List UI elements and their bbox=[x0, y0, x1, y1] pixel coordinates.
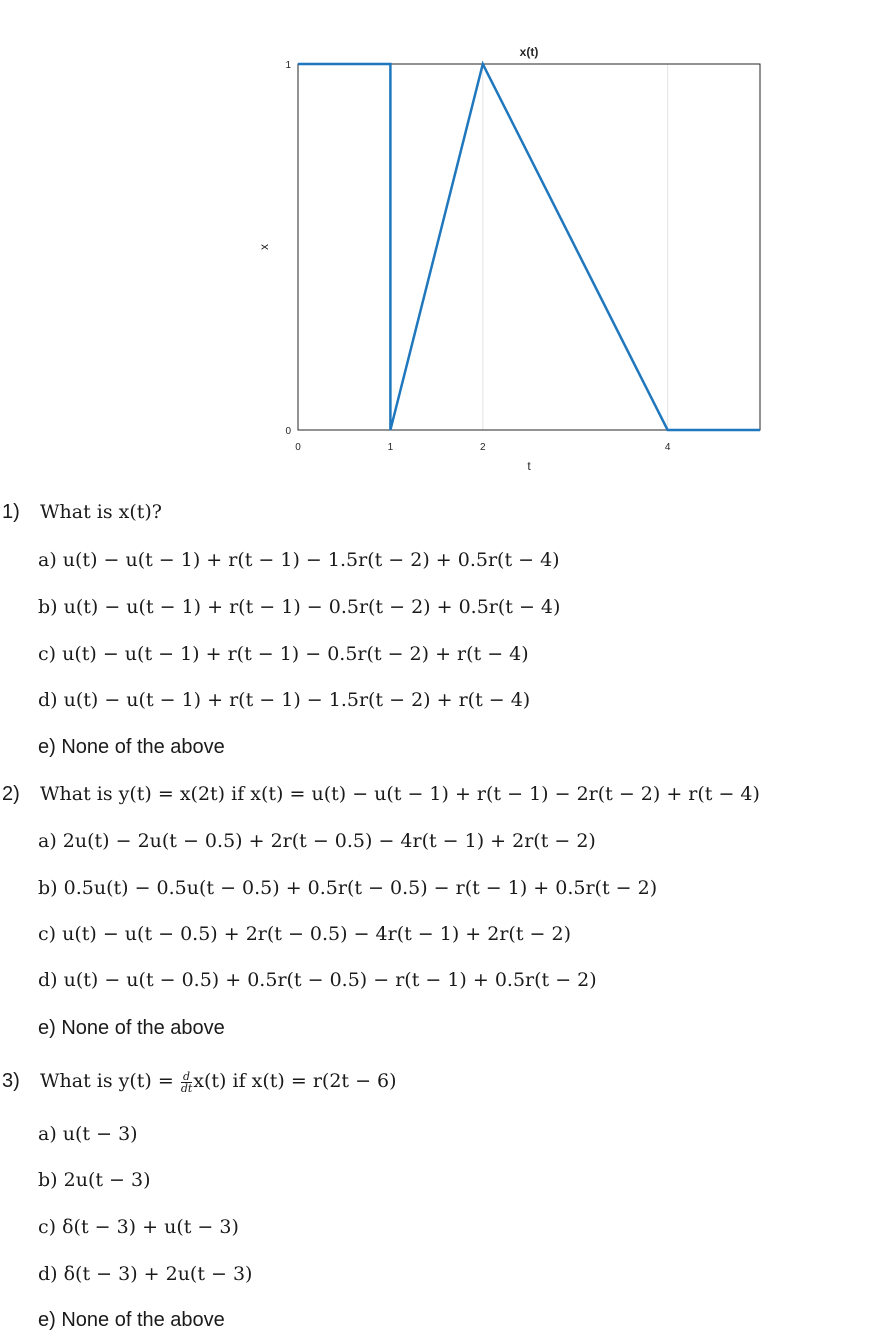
question-text: What is y(t) = x(2t) if x(t) = u(t) − u(t − 1) + r(t − 1) − 2r(t − 2) + r(t − 4) bbox=[40, 783, 760, 805]
option-1a[interactable]: a) u(t) − u(t − 1) + r(t − 1) − 1.5r(t − 2) + 0.5r(t − 4) bbox=[38, 549, 560, 571]
plot-frame bbox=[298, 64, 760, 430]
option-3a[interactable]: a) u(t − 3) bbox=[38, 1123, 138, 1145]
option-3d[interactable]: d) δ(t − 3) + 2u(t − 3) bbox=[38, 1263, 253, 1285]
x-tick-label: 2 bbox=[480, 442, 486, 453]
option-2e[interactable]: e) None of the above bbox=[38, 1017, 225, 1039]
question-number: 1) bbox=[2, 501, 20, 523]
question-text-start: What is y(t) = bbox=[40, 1070, 180, 1092]
signal-plot bbox=[0, 0, 876, 490]
grid-lines bbox=[390, 64, 667, 430]
x-tick-label: 1 bbox=[387, 442, 394, 453]
question-text: What is x(t)? bbox=[40, 501, 162, 523]
x-tick-label: 0 bbox=[295, 442, 301, 453]
question-number: 3) bbox=[2, 1070, 20, 1092]
option-2a[interactable]: a) 2u(t) − 2u(t − 0.5) + 2r(t − 0.5) − 4r(t − 1) + 2r(t − 2) bbox=[38, 830, 596, 852]
y-tick-label: 1 bbox=[285, 60, 291, 71]
tick-labels bbox=[285, 60, 670, 453]
series-line bbox=[298, 64, 760, 430]
question-number: 2) bbox=[2, 783, 20, 805]
chart-title: x(t) bbox=[519, 45, 539, 59]
y-axis-label: x bbox=[257, 244, 271, 250]
option-2b[interactable]: b) 0.5u(t) − 0.5u(t − 0.5) + 0.5r(t − 0.5) − r(t − 1) + 0.5r(t − 2) bbox=[38, 877, 658, 899]
fraction-denominator: dt bbox=[180, 1081, 193, 1095]
y-tick-label: 0 bbox=[285, 426, 291, 437]
question-text-end: x(t) if x(t) = r(2t − 6) bbox=[193, 1070, 397, 1092]
x-axis-label: t bbox=[527, 459, 531, 473]
option-1b[interactable]: b) u(t) − u(t − 1) + r(t − 1) − 0.5r(t − 2) + 0.5r(t − 4) bbox=[38, 596, 561, 618]
fraction-numerator: d bbox=[183, 1069, 191, 1083]
x-tick-label: 4 bbox=[664, 442, 671, 453]
option-3c[interactable]: c) δ(t − 3) + u(t − 3) bbox=[38, 1216, 239, 1238]
derivative-fraction bbox=[181, 1071, 192, 1094]
option-1c[interactable]: c) u(t) − u(t − 1) + r(t − 1) − 0.5r(t − 2) + r(t − 4) bbox=[38, 643, 529, 665]
question-text bbox=[40, 1069, 397, 1094]
option-1d[interactable]: d) u(t) − u(t − 1) + r(t − 1) − 1.5r(t − 2) + r(t − 4) bbox=[38, 689, 531, 711]
option-2d[interactable]: d) u(t) − u(t − 0.5) + 0.5r(t − 0.5) − r(t − 1) + 0.5r(t − 2) bbox=[38, 969, 597, 991]
option-3b[interactable]: b) 2u(t − 3) bbox=[38, 1169, 151, 1191]
option-1e[interactable]: e) None of the above bbox=[38, 736, 225, 758]
option-3e[interactable]: e) None of the above bbox=[38, 1309, 225, 1331]
option-2c[interactable]: c) u(t) − u(t − 0.5) + 2r(t − 0.5) − 4r(t − 1) + 2r(t − 2) bbox=[38, 923, 571, 945]
